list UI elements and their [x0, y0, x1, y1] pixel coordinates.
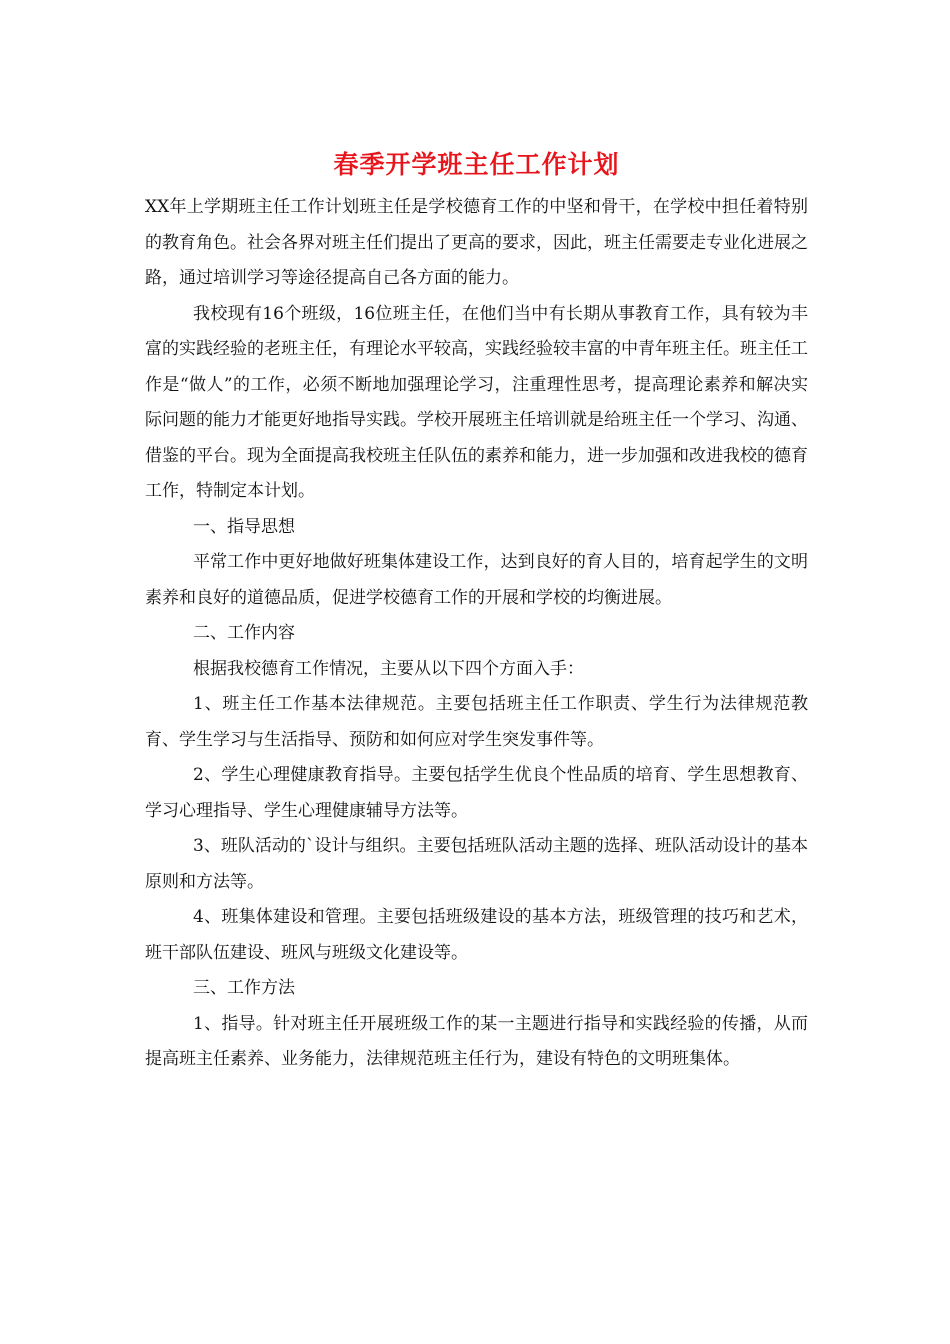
- section-heading-guiding-ideology: 一、指导思想: [193, 516, 295, 537]
- document-title: 春季开学班主任工作计划: [333, 150, 620, 179]
- list-item-content-2: 2、学生心理健康教育指导。主要包括学生优良个性品质的培育、学生思想教育、学习心理指导、学生心理健康辅导方法等。: [145, 765, 808, 821]
- document-page: [145, 140, 808, 1078]
- list-item-content-1: 1、班主任工作基本法律规范。主要包括班主任工作职责、学生行为法律规范教育、学生学习与生活指导、预防和如何应对学生突发事件等。: [145, 694, 808, 750]
- paragraph-work-content-intro: 根据我校德育工作情况，主要从以下四个方面入手：: [193, 658, 584, 679]
- section-heading-work-content: 二、工作内容: [193, 623, 295, 643]
- list-item-method-1: 1、指导。针对班主任开展班级工作的某一主题进行指导和实践经验的传播，从而提高班主任素养、业务能力，法律规范班主任行为，建设有特色的文明班集体。: [145, 1013, 808, 1069]
- paragraph-guiding-ideology: 平常工作中更好地做好班集体建设工作，达到良好的育人目的，培育起学生的文明素养和良好的道德品质，促进学校德育工作的开展和学校的均衡进展。: [145, 552, 808, 608]
- list-item-content-4: 4、班集体建设和管理。主要包括班级建设的基本方法，班级管理的技巧和艺术，班干部队伍建设、班风与班级文化建设等。: [145, 907, 808, 963]
- paragraph-intro: XX年上学期班主任工作计划班主任是学校德育工作的中坚和骨干，在学校中担任着特别的教育角色。社会各界对班主任们提出了更高的要求，因此，班主任需要走专业化进展之路，通过培训学习等途径提高自己各方面的能力。: [145, 197, 808, 288]
- section-heading-work-methods: 三、工作方法: [193, 978, 295, 998]
- paragraph-background: 我校现有16个班级，16位班主任，在他们当中有长期从事教育工作，具有较为丰富的实践经验的老班主任，有理论水平较高，实践经验较丰富的中青年班主任。班主任工作是“做人”的工作，必须不断地加强理论学习，注重理性思考，提高理论素养和解决实际问题的能力才能更好地指导实践。学校开展班主任培训就是给班主任一个学习、沟通、借鉴的平台。现为全面提高我校班主任队伍的素养和能力，进一步加强和改进我校的德育工作，特制定本计划。: [145, 303, 808, 501]
- list-item-content-3: 3、班队活动的`设计与组织。主要包括班队活动主题的选择、班队活动设计的基本原则和方法等。: [145, 836, 808, 892]
